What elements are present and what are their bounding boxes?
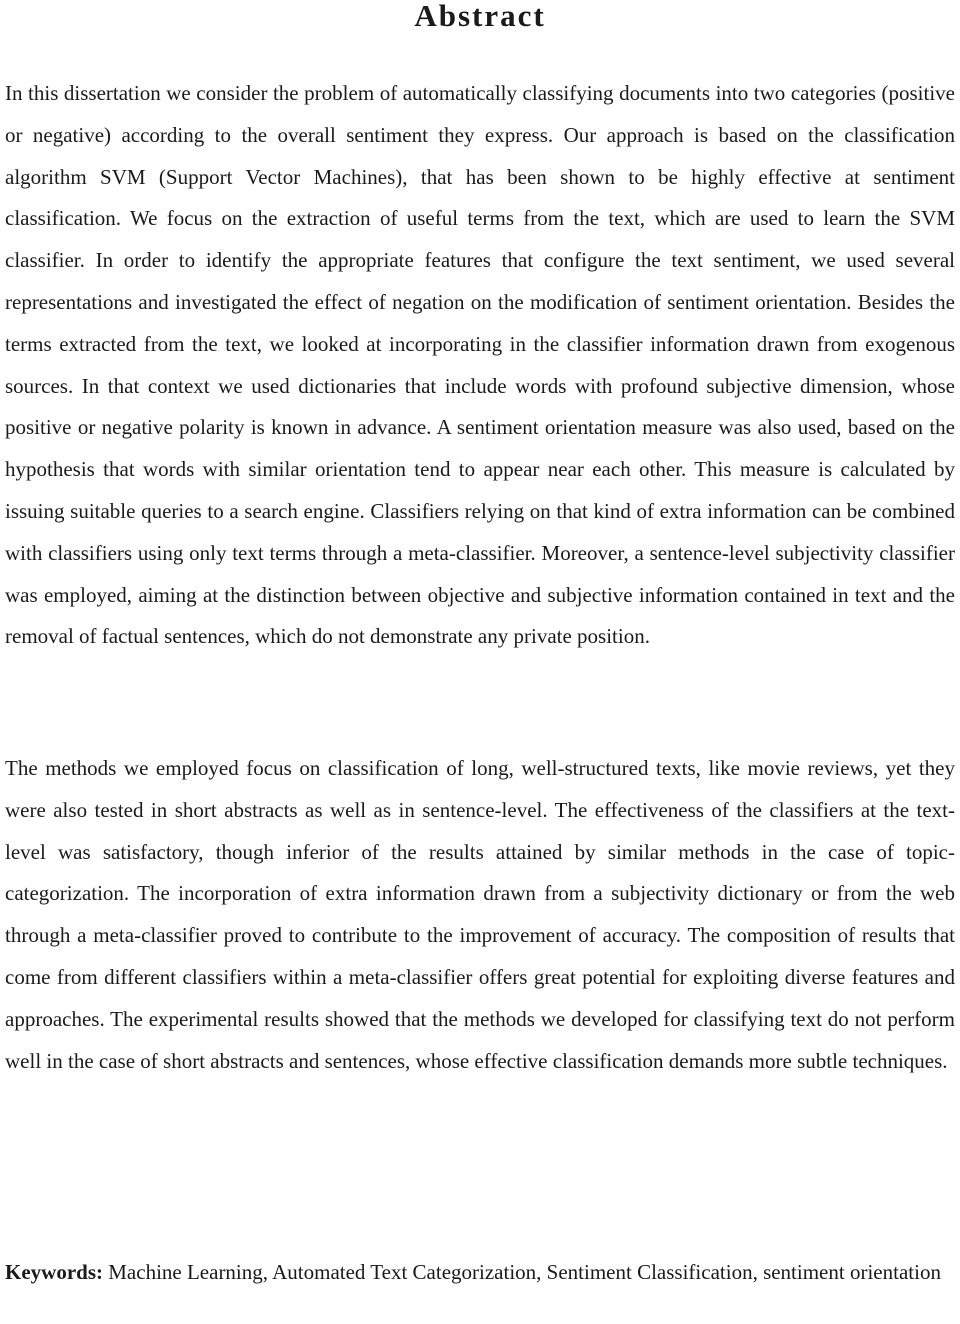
abstract-paragraph-1: In this dissertation we consider the problem of automatically classifying documents into two categories (positive or negative) according to the overall sentiment they express. Our approach is based on the classification algorithm SVM (Support Vector Machines), that has been shown to be highly effective at sentiment classification. We focus on the extraction of useful terms from the text, which are used to learn the SVM classifier. In order to identify the appropriate features that configure the text sentiment, we used several representations and investigated the effect of negation on the modification of sentiment orientation. Besides the terms extracted from the text, we looked at incorporating in the classifier information drawn from exogenous sources. In that context we used dictionaries that include words with profound subjective dimension, whose positive or negative polarity is known in advance. A sentiment orientation measure was also used, based on the hypothesis that words with similar orientation tend to appear near each other. This measure is calculated by issuing suitable queries to a search engine. Classifiers relying on that kind of extra information can be combined with classifiers using only text terms through a meta-classifier. Moreover, a sentence-level subjectivity classifier was employed, aiming at the distinction between objective and subjective information contained in text and the removal of factual sentences, which do not demonstrate any private position. (5, 81, 955, 649)
keywords-text: Machine Learning, Automated Text Categorization, Sentiment Classification, sentiment orientation (108, 1260, 941, 1284)
page-title: Abstract (414, 0, 546, 33)
keywords-label: Keywords: (5, 1260, 103, 1284)
keywords-line (5, 1252, 955, 1293)
abstract-paragraph-2: The methods we employed focus on classification of long, well-structured texts, like movie reviews, yet they were also tested in short abstracts as well as in sentence-level. The effectiveness of the classifiers at the text-level was satisfactory, though inferior of the results attained by similar methods in the case of topic-categorization. The incorporation of extra information drawn from a subjectivity dictionary or from the web through a meta-classifier proved to contribute to the improvement of accuracy. The composition of results that come from different classifiers within a meta-classifier offers great potential for exploiting diverse features and approaches. The experimental results showed that the methods we developed for classifying text do not perform well in the case of short abstracts and sentences, whose effective classification demands more subtle techniques. (5, 756, 955, 1073)
